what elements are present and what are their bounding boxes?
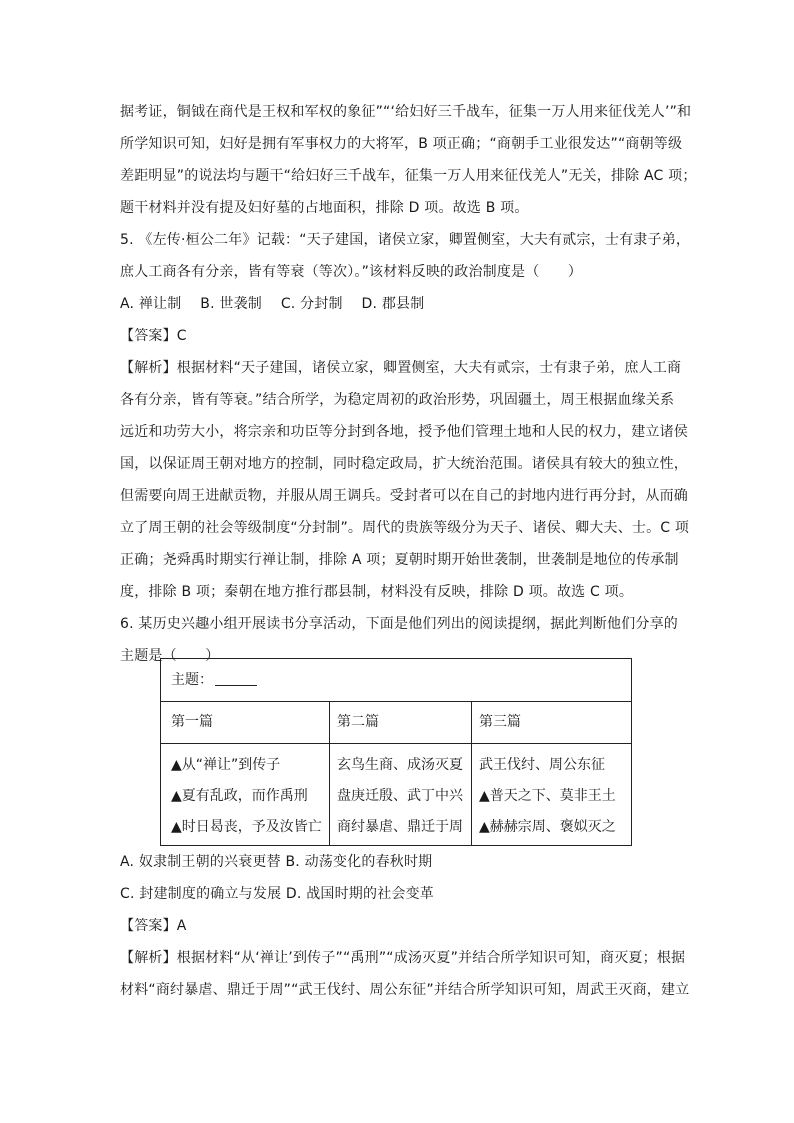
analysis-line: 国，以保证周王朝对地方的控制，同时稳定政局，扩大统治范围。诸侯具有较大的独立性， (120, 456, 688, 472)
topic-label: 主题： (171, 672, 213, 688)
table-cell: ▲夏有乱政，而作禹刑 (171, 788, 308, 804)
text-line: 据考证，铜钺在商代是王权和军权的象征”“‘给妇好三千战车，征集一万人用来征伐羌人’”和 (120, 104, 692, 120)
table-cell: ▲时日曷丧，予及汝皆亡 (171, 819, 322, 835)
analysis-line: 远近和功劳大小，将宗亲和功臣等分封到各地，授予他们管理土地和人民的权力，建立诸侯 (120, 424, 688, 440)
table-header: 第三篇 (479, 714, 521, 730)
analysis-line: 度，排除 B 项；秦朝在地方推行郡县制，材料没有反映，排除 D 项。故选 C 项。 (120, 584, 634, 600)
answer-label: 【答案】A (120, 918, 187, 934)
reading-outline-table (160, 658, 632, 846)
analysis-line: 但需要向周王进献贡物，并服从周王调兵。受封者可以在自己的封地内进行再分封，从而确 (120, 488, 688, 504)
analysis-line: 材料“商纣暴虐、鼎迁于周”“武王伐纣、周公东征”并结合所学知识可知，周武王灭商，建立 (120, 982, 690, 998)
question-6-options: C. 封建制度的确立与发展 D. 战国时期的社会变革 (120, 886, 435, 902)
answer-label: 【答案】C (120, 328, 187, 344)
analysis-line: 【解析】根据材料“天子建国，诸侯立家，卿置侧室，大夫有贰宗，士有隶子弟，庶人工商 (120, 360, 682, 376)
table-topic (171, 670, 257, 690)
table-cell: ▲普天之下、莫非王土 (479, 788, 616, 804)
question-5-stem: 5. 《左传·桓公二年》记载：“天子建国，诸侯立家，卿置侧室，大夫有贰宗，士有隶子弟， (120, 232, 691, 248)
table-cell: ▲从“禅让”到传子 (171, 757, 281, 773)
table-cell: 商纣暴虐、鼎迁于周 (337, 819, 463, 835)
table-cell: 玄鸟生商、成汤灭夏 (337, 757, 463, 773)
table-cell: 盘庚迁殷、武丁中兴 (337, 788, 463, 804)
table-cell: 武王伐纣、周公东征 (479, 757, 605, 773)
analysis-line: 各有分亲，皆有等衰。”结合所学，为稳定周初的政治形势，巩固疆土，周王根据血缘关系 (120, 392, 675, 408)
table-divider (471, 701, 472, 845)
analysis-line: 【解析】根据材料“从‘禅让’到传子”“禹刑”“成汤灭夏”并结合所学知识可知，商灭夏；根据 (120, 950, 686, 966)
topic-blank (215, 671, 257, 686)
question-6-stem: 6. 某历史兴趣小组开展读书分享活动，下面是他们列出的阅读提纲，据此判断他们分享的 (120, 616, 679, 632)
analysis-line: 正确；尧舜禹时期实行禅让制，排除 A 项；夏朝时期开始世袭制，世袭制是地位的传承制 (120, 552, 679, 568)
analysis-line: 立了周王朝的社会等级制度“分封制”。周代的贵族等级分为天子、诸侯、卿大夫、士。C 项 (120, 520, 690, 536)
question-5-options: A. 禅让制 B. 世袭制 C. 分封制 D. 郡县制 (120, 296, 425, 312)
text-line: 所学知识可知，妇好是拥有军事权力的大将军，B 项正确；“商朝手工业很发达”“商朝等级 (120, 136, 683, 152)
table-divider (161, 701, 631, 702)
table-header: 第二篇 (337, 714, 379, 730)
question-6-options: A. 奴隶制王朝的兴衰更替 B. 动荡变化的春秋时期 (120, 854, 433, 870)
question-6-stem: 主题是（ ） (120, 648, 220, 664)
text-line: 题干材料并没有提及妇好墓的占地面积，排除 D 项。故选 B 项。 (120, 200, 529, 216)
table-cell: ▲赫赫宗周、褒姒灭之 (479, 819, 616, 835)
question-5-stem: 庶人工商各有分亲，皆有等衰（等次）。”该材料反映的政治制度是（ ） (120, 264, 583, 280)
text-line: 差距明显”的说法均与题干“给妇好三千战车，征集一万人用来征伐羌人”无关，排除 AC 项； (120, 168, 697, 184)
table-divider (161, 743, 631, 744)
table-divider (329, 701, 330, 845)
table-header: 第一篇 (171, 714, 213, 730)
